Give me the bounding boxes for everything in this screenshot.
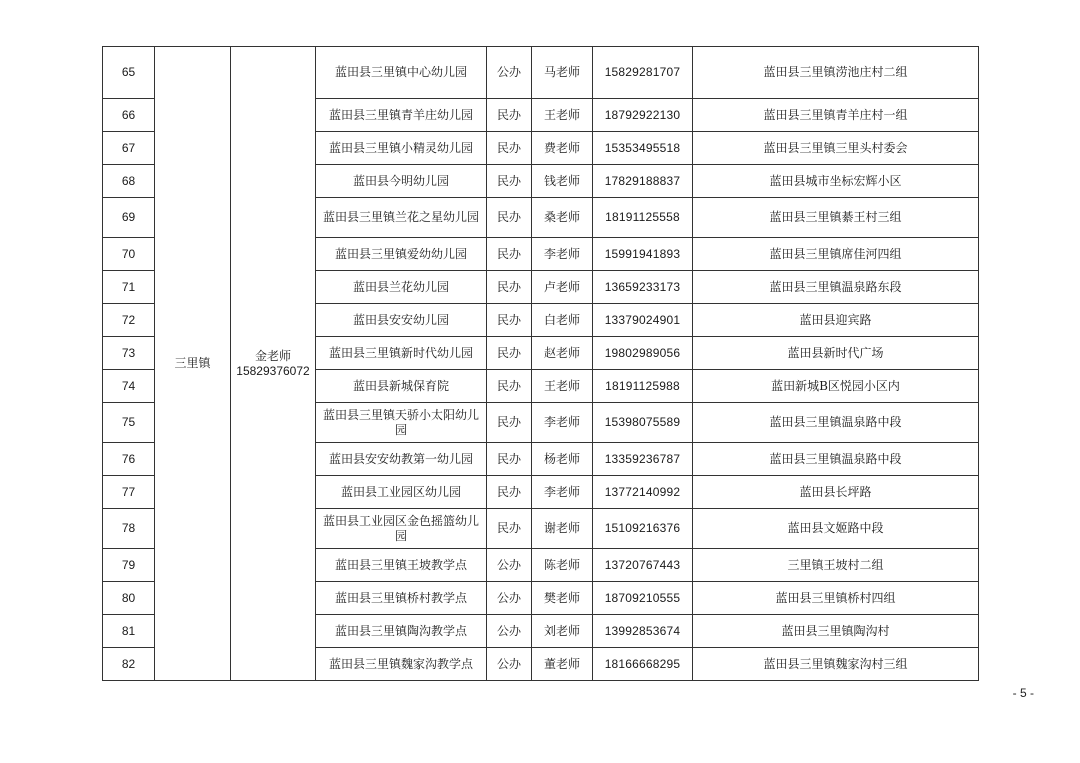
kindergarten-address: 蓝田县文姬路中段 — [693, 509, 979, 549]
town-name: 三里镇 — [155, 47, 231, 681]
teacher-name: 李老师 — [532, 476, 593, 509]
town-contact — [231, 47, 316, 681]
teacher-phone: 13659233173 — [593, 271, 693, 304]
teacher-phone: 15829281707 — [593, 47, 693, 99]
teacher-name: 王老师 — [532, 99, 593, 132]
teacher-name: 陈老师 — [532, 549, 593, 582]
teacher-phone: 18191125558 — [593, 198, 693, 238]
kindergarten-address: 蓝田县三里镇青羊庄村一组 — [693, 99, 979, 132]
kindergarten-name: 蓝田县三里镇天骄小太阳幼儿园 — [316, 403, 487, 443]
teacher-phone: 18792922130 — [593, 99, 693, 132]
kindergarten-address: 蓝田县长坪路 — [693, 476, 979, 509]
ownership-type: 公办 — [487, 648, 532, 681]
teacher-phone: 15353495518 — [593, 132, 693, 165]
teacher-name: 董老师 — [532, 648, 593, 681]
teacher-name: 白老师 — [532, 304, 593, 337]
kindergarten-name: 蓝田县三里镇中心幼儿园 — [316, 47, 487, 99]
kindergarten-name: 蓝田县工业园区金色摇篮幼儿园 — [316, 509, 487, 549]
kindergarten-address: 三里镇王坡村二组 — [693, 549, 979, 582]
teacher-name: 马老师 — [532, 47, 593, 99]
teacher-name: 卢老师 — [532, 271, 593, 304]
teacher-phone: 13772140992 — [593, 476, 693, 509]
kindergarten-name: 蓝田县三里镇新时代幼儿园 — [316, 337, 487, 370]
kindergarten-address: 蓝田县城市坐标宏辉小区 — [693, 165, 979, 198]
row-number: 80 — [103, 582, 155, 615]
kindergarten-address: 蓝田县三里镇涝池庄村二组 — [693, 47, 979, 99]
teacher-phone: 13720767443 — [593, 549, 693, 582]
contact-phone: 15829376072 — [236, 363, 310, 378]
page-number: - 5 - — [1012, 686, 1034, 700]
teacher-name: 谢老师 — [532, 509, 593, 549]
teacher-name: 刘老师 — [532, 615, 593, 648]
kindergarten-name: 蓝田县三里镇桥村教学点 — [316, 582, 487, 615]
teacher-phone: 18709210555 — [593, 582, 693, 615]
ownership-type: 民办 — [487, 271, 532, 304]
kindergarten-name: 蓝田县三里镇小精灵幼儿园 — [316, 132, 487, 165]
teacher-name: 钱老师 — [532, 165, 593, 198]
row-number: 65 — [103, 47, 155, 99]
ownership-type: 民办 — [487, 476, 532, 509]
kindergarten-name: 蓝田县安安幼教第一幼儿园 — [316, 443, 487, 476]
row-number: 77 — [103, 476, 155, 509]
teacher-phone: 17829188837 — [593, 165, 693, 198]
row-number: 73 — [103, 337, 155, 370]
kindergarten-address: 蓝田县迎宾路 — [693, 304, 979, 337]
teacher-phone: 15991941893 — [593, 238, 693, 271]
ownership-type: 民办 — [487, 509, 532, 549]
ownership-type: 民办 — [487, 165, 532, 198]
kindergarten-name: 蓝田县兰花幼儿园 — [316, 271, 487, 304]
ownership-type: 民办 — [487, 403, 532, 443]
teacher-name: 王老师 — [532, 370, 593, 403]
ownership-type: 民办 — [487, 304, 532, 337]
ownership-type: 公办 — [487, 549, 532, 582]
teacher-name: 桑老师 — [532, 198, 593, 238]
row-number: 78 — [103, 509, 155, 549]
kindergarten-name: 蓝田县三里镇王坡教学点 — [316, 549, 487, 582]
row-number: 74 — [103, 370, 155, 403]
kindergarten-address: 蓝田县三里镇温泉路东段 — [693, 271, 979, 304]
row-number: 66 — [103, 99, 155, 132]
kindergarten-name: 蓝田县三里镇兰花之星幼儿园 — [316, 198, 487, 238]
teacher-phone: 19802989056 — [593, 337, 693, 370]
row-number: 82 — [103, 648, 155, 681]
kindergarten-name: 蓝田县三里镇爱幼幼儿园 — [316, 238, 487, 271]
row-number: 75 — [103, 403, 155, 443]
kindergarten-name: 蓝田县工业园区幼儿园 — [316, 476, 487, 509]
kindergarten-address: 蓝田县三里镇三里头村委会 — [693, 132, 979, 165]
row-number: 76 — [103, 443, 155, 476]
teacher-name: 李老师 — [532, 403, 593, 443]
row-number: 70 — [103, 238, 155, 271]
kindergarten-name: 蓝田县安安幼儿园 — [316, 304, 487, 337]
ownership-type: 公办 — [487, 615, 532, 648]
ownership-type: 公办 — [487, 47, 532, 99]
kindergarten-address: 蓝田县三里镇魏家沟村三组 — [693, 648, 979, 681]
row-number: 67 — [103, 132, 155, 165]
kindergarten-name: 蓝田县三里镇陶沟教学点 — [316, 615, 487, 648]
kindergarten-address: 蓝田县三里镇陶沟村 — [693, 615, 979, 648]
teacher-name: 樊老师 — [532, 582, 593, 615]
ownership-type: 民办 — [487, 370, 532, 403]
teacher-phone: 15109216376 — [593, 509, 693, 549]
row-number: 79 — [103, 549, 155, 582]
contact-name: 金老师 — [254, 348, 291, 363]
teacher-name: 赵老师 — [532, 337, 593, 370]
teacher-phone: 15398075589 — [593, 403, 693, 443]
kindergarten-address: 蓝田县三里镇温泉路中段 — [693, 403, 979, 443]
kindergarten-address: 蓝田新城B区悦园小区内 — [693, 370, 979, 403]
teacher-name: 费老师 — [532, 132, 593, 165]
kindergarten-name: 蓝田县今明幼儿园 — [316, 165, 487, 198]
kindergarten-address: 蓝田县三里镇桥村四组 — [693, 582, 979, 615]
ownership-type: 民办 — [487, 99, 532, 132]
teacher-phone: 18191125988 — [593, 370, 693, 403]
kindergarten-address: 蓝田县三里镇席佳河四组 — [693, 238, 979, 271]
teacher-name: 杨老师 — [532, 443, 593, 476]
teacher-phone: 13379024901 — [593, 304, 693, 337]
table-row — [103, 47, 979, 99]
teacher-phone: 18166668295 — [593, 648, 693, 681]
ownership-type: 民办 — [487, 337, 532, 370]
ownership-type: 民办 — [487, 198, 532, 238]
teacher-name: 李老师 — [532, 238, 593, 271]
kindergarten-name: 蓝田县新城保育院 — [316, 370, 487, 403]
row-number: 69 — [103, 198, 155, 238]
row-number: 71 — [103, 271, 155, 304]
kindergarten-address: 蓝田县新时代广场 — [693, 337, 979, 370]
ownership-type: 民办 — [487, 238, 532, 271]
ownership-type: 公办 — [487, 582, 532, 615]
teacher-phone: 13359236787 — [593, 443, 693, 476]
kindergarten-address: 蓝田县三里镇綦王村三组 — [693, 198, 979, 238]
row-number: 81 — [103, 615, 155, 648]
kindergarten-table — [102, 46, 979, 681]
ownership-type: 民办 — [487, 132, 532, 165]
kindergarten-address: 蓝田县三里镇温泉路中段 — [693, 443, 979, 476]
kindergarten-name: 蓝田县三里镇魏家沟教学点 — [316, 648, 487, 681]
teacher-phone: 13992853674 — [593, 615, 693, 648]
row-number: 72 — [103, 304, 155, 337]
ownership-type: 民办 — [487, 443, 532, 476]
row-number: 68 — [103, 165, 155, 198]
kindergarten-name: 蓝田县三里镇青羊庄幼儿园 — [316, 99, 487, 132]
